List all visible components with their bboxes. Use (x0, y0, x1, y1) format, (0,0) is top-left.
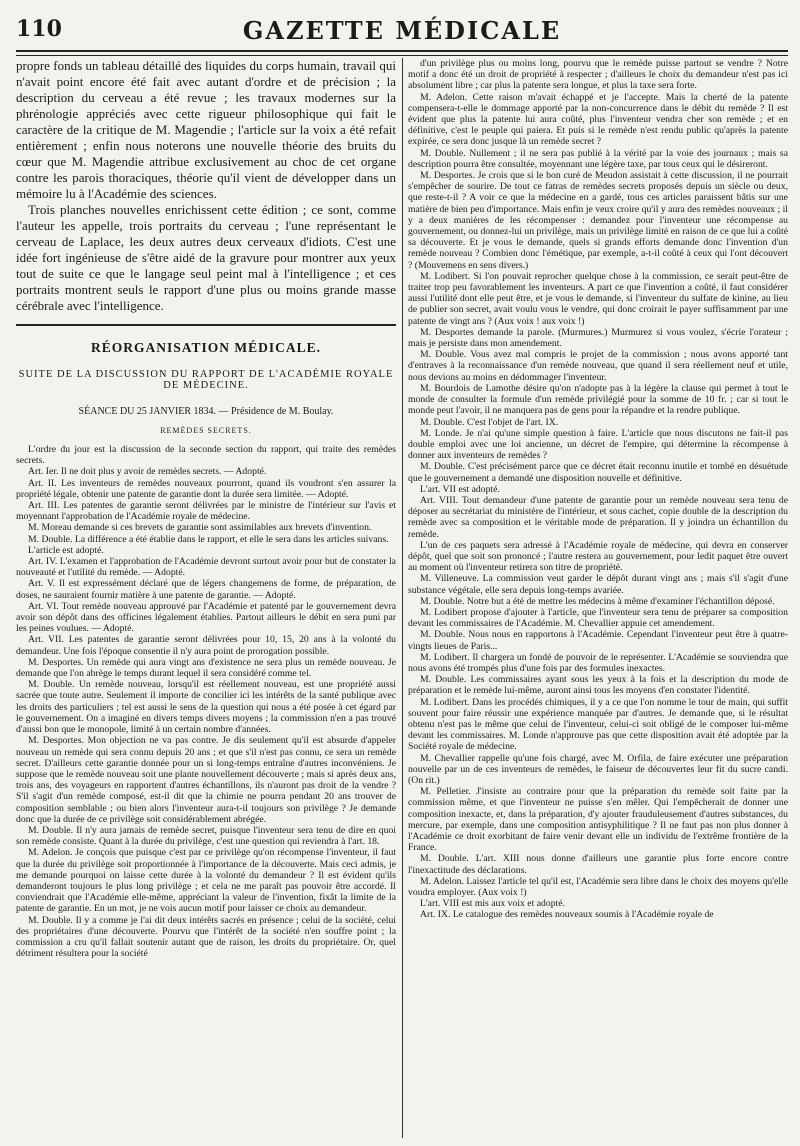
debate-paragraph: M. Moreau demande si ces brevets de garantie sont assimilables aux brevets d'invention. (28, 522, 372, 534)
debate-paragraph: M. Londe. Je n'ai qu'une simple question à faire. L'article que nous discutons ne fait-il pas double emploi avec une loi ancienne, un décret de l'empire, qui détermine la récompense à donner aux inventeurs de remèdes ? (408, 427, 788, 462)
debate-paragraph: Art. VI. Tout remède nouveau approuvé par l'Académie et patenté par le gouvernement devra avoir son dépôt dans des officines légalement établies. Partout ailleurs le débit en sera puni par les peines voulues. — Adopté. (16, 600, 396, 635)
debate-paragraph: Art. IX. Le catalogue des remèdes nouveaux soumis à l'Académie royale de (420, 909, 714, 921)
left-column (16, 58, 396, 1138)
debate-paragraph: L'ordre du jour est la discussion de la seconde section du rapport, qui traite des remèdes secrets. (16, 444, 396, 467)
debate-paragraph: M. Lodibert. Si l'on pouvait reprocher quelque chose à la commission, ce serait peut-être de traiter trop peu favorablement les inventeurs. A part ce que l'invention a coûté, il faut considérer aussi l'utilité dont elle peut être, et je vous le demande, si l'inventeur du sulfate de kinine, au lieu de publier son secret, avait voulu vous le vendre, qui donc croirait le payer suffisamment par une patente de vingt ans ? (Aux voix ! aux voix !) (408, 270, 788, 327)
debate-paragraph: L'art. VIII est mis aux voix et adopté. (420, 898, 565, 910)
debate-paragraph: M. Double. La différence a été établie dans le rapport, et elle le sera dans les articles suivans. (28, 533, 389, 545)
debate-paragraph: M. Lodibert. Il chargera un fondé de pouvoir de le représenter. L'Académie se souviendra que nous avons été trompés plus d'une fois par des formules inexactes. (408, 651, 788, 674)
debate-paragraph: M. Double. Il y a comme je l'ai dit deux intérêts sacrés en présence ; celui de la société, celui des propriétaires d'une découverte. Pourvu que l'intérêt de la société n'en souffre point ; la commission a cru qu'il fallait soutenir autant que de raison, les droits du propriétaire. Or, quel détriment résultera pour la société (16, 914, 396, 960)
debate-paragraph: M. Pelletier. J'insiste au contraire pour que la préparation du remède soit faite par la commission même, et que l'inventeur ne puisse s'en mêler. Qui l'empêcherait de donner une composition inexacte, et, dans la préparation, d'y ajouter frauduleusement d'autres substances, du mercure, par exemple, dans une composition antisyphilitique ? Il ne faut pas non plus donner à l'Académie ce droit exorbitant de faire venir devant elle un individu de l'extrême frontière de la France. (408, 786, 788, 854)
debate-paragraph: M. Bourdois de Lamothe désire qu'on n'adopte pas à la légère la clause qui permet à tout le monde de consulter la formule d'un remède privilégié pour la somme de 10 fr. ; car si tout le monde peut l'avoir, il ne manquera pas de gens pour la répandre et la rendre publique. (408, 382, 788, 417)
debate-paragraph: Art. IV. L'examen et l'approbation de l'Académie devront surtout avoir pour but de constater la nouveauté et l'utilité du remède. — Adopté. (16, 556, 396, 579)
debate-paragraph: Art. Ier. Il ne doit plus y avoir de remèdes secrets. — Adopté. (28, 466, 267, 478)
debate-paragraph: M. Adelon. Je conçois que puisque c'est par ce privilège qu'on récompense l'inventeur, il faut que la durée du privilège soit proportionnée à l'importance de la découverte. Mais ceci admis, je me demande pourquoi on laisse cette durée à la volonté du demandeur ? Il est évident qu'ils demanderont toujours le plus long privilège ; et cela ne me paraît pas pouvoir être accordé. Il conviendrait que l'Académie elle-même, appréciant la valeur de l'invention, fixât la limite de la patente de garantie. En un mot, je ne vois aucun motif pour laisser ce choix au demandeur. (16, 847, 396, 915)
intro-paragraph: propre fonds un tableau détaillé des liquides du corps humain, travail qui n'avait point encore été fait avec autant d'ordre et de précision ; la description du cerveau a été revue ; les travaux modernes sur la phrénologie appréciés avec cette rigueur philosophique qui fait le caractère de la critique de M. Magendie ; l'article sur la voix a été refait entièrement ; enfin nous noterons une nouvelle théorie des bruits du cœur que M. Magendie attribue exclusivement au choc de cet organe contre les parois thoraciques, théorie qu'il vient de développer dans un mémoire lu à l'Académie des sciences. (16, 58, 396, 201)
debate-paragraph: M. Double. C'est l'objet de l'art. IX. (420, 416, 559, 428)
debate-paragraph: Art. III. Les patentes de garantie seront délivrées par le ministre de l'intérieur sur l'avis et moyennant l'approbation de l'Académie royale de médecine. (16, 500, 396, 523)
seance-line: SÉANCE DU 25 JANVIER 1834. — Présidence de M. Boulay. (78, 405, 334, 417)
debate-paragraph: Art. V. Il est expressément déclaré que de légers changemens de forme, de préparation, de doses, ne sauraient fournir matière à une patente de garantie. — Adopté. (16, 578, 396, 601)
debate-paragraph: M. Double. Les commissaires ayant sous les yeux à la fois et la description du mode de préparation et le remède lui-même, auront ainsi tous les moyens d'en constater l'identité. (408, 674, 788, 697)
debate-paragraph: M. Desportes. Mon objection ne va pas contre. Je dis seulement qu'il est absurde d'appeler nouveau un remède qui sera connu depuis 20 ans ; et que s'il n'est pas connu, ce sera un remède secret. D'ailleurs cette garantie donnée pour un si long-temps entraîne d'autres inconvéniens. Je suppose que le remède nouveau soit une plante nouvellement découverte ; mais si après deux ans, trois ans, des voyageurs en rapportent d'autres échantillons, ils n'auront pas droit de la vendre ? S'il s'agit d'un remède composé, est-il dit que la chimie ne pourra pendant 20 ans trouver de composition semblable ; ou bien alors l'inventeur aura-t-il toujours son privilège ? Je demande donc que la durée de ce privilège soit considérablement abrégée. (16, 735, 396, 825)
left-body (16, 444, 396, 959)
debate-paragraph: L'article est adopté. (28, 544, 104, 556)
section-subtitle: SUITE DE LA DISCUSSION DU RAPPORT DE L'ACADÉMIE ROYALE DE MÉDECINE. (18, 369, 394, 392)
debate-paragraph: M. Chevallier rappelle qu'une fois chargé, avec M. Orfila, de faire exécuter une préparation nouvelle par un de ces inventeurs de remèdes, le faiseur de découvertes leur fit du sucre candi. (On rit.) (408, 752, 788, 786)
debate-paragraph: d'un privilège plus ou moins long, pourvu que le remède puisse partout se vendre ? Notre motif a donc été un droit de propriété à respecter ; d'ailleurs le choix du demandeur n'est pas ici absolument libre ; car plus la patente sera longue, et plus la taxe sera forte. (408, 58, 788, 92)
page-number: 110 (16, 16, 62, 42)
debate-paragraph: M. Adelon. Cette raison m'avait échappé et je l'accepte. Mais la cherté de la patente compensera-t-elle le dommage apporté par la non-concurrence dans le débit du remède ? Il est évident que plus la patente lui aura coûté, plus l'inventeur vendra cher son remède ; et en définitive, c'est le peuple qui paiera. Et puis si le remède n'est rendu public qu'après la patente expirée, ce sera donc jusque là un remède secret ? (408, 91, 788, 148)
debate-paragraph: M. Lodibert. Dans les procédés chimiques, il y a ce que l'on nomme le tour de main, qui suffit souvent pour faire réussir une expérience manquée par d'autres. Je demande que, si le résultat obtenu n'est pas le même que celui de l'inventeur, celui-ci soit obligé de le composer lui-même devant les commissaires. M. Londe n'approuve pas que cette disposition avait été adoptée par la Société royale de médecine. (408, 696, 788, 753)
debate-paragraph: M. Double. Vous avez mal compris le projet de la commission ; nous avons apporté tant d'entraves à la reconnaissance d'un remède nouveau, que quand il sera réellement neuf et utile, nous devions au moins en dédommager l'inventeur. (408, 349, 788, 383)
intro-paragraph: Trois planches nouvelles enrichissent cette édition ; ce sont, comme l'auteur les appelle, trois portraits du cerveau ; l'une représentant le cerveau de Laplace, les deux autres deux cerveaux d'idiots. C'est une idée fort ingénieuse de s'être aidé de la gravure pour montrer aux yeux tout de suite ce que le langage seul peint mal à l'intelligence ; et ces portraits montrent seuls le rapport d'une plus ou moins grande masse cérébrale avec l'intelligence. (16, 202, 396, 313)
section-divider (16, 324, 396, 326)
right-body (408, 58, 788, 921)
debate-paragraph: M. Desportes. Je crois que si le bon curé de Meudon assistait à cette discussion, il ne pourrait s'empêcher de sourire. De tout ce fatras de remèdes secrets proposés depuis un siècle ou deux, que reste-t-il ? A voir ce que la médecine en a gardé, tous ces articles paraissent bâtis sur une matière de bien peu d'importance. Mais enfin je veux croire qu'il y aura des remèdes nouveaux ; il y a deux manières de les récompenser : demandez pour l'inventeur une récompense au gouvernement, ou donnez-lui un privilège, mais un privilège limité en raison de ce que lui a coûté sa découverte. Et je vous le demande, quels si grands efforts demande donc l'invention d'un remède nouveau ? Combien donc l'émétique, par exemple, a-t-il coûté à ceux qui l'ont découvert ? (Mouvemens en sens divers.) (408, 170, 788, 271)
debate-paragraph: M. Desportes. Un remède qui aura vingt ans d'existence ne sera plus un remède nouveau. Je demande que l'on abrège le temps durant lequel il sera considéré comme tel. (16, 656, 396, 680)
text-columns (16, 58, 788, 1138)
column-rule (402, 58, 403, 1138)
debate-paragraph: M. Lodibert propose d'ajouter à l'article, que l'inventeur sera tenu de préparer sa composition devant les commissaires de l'Académie. M. Chevallier appuie cet amendement. (408, 606, 788, 630)
debate-paragraph: Art. VIII. Tout demandeur d'une patente de garantie pour un remède nouveau sera tenu de déposer au secrétariat du ministère de l'intérieur, et sous cachet, copie double de la description du remède avec sa composition et le véritable mode de préparation. Il y joindra un échantillon du remède. (408, 494, 788, 540)
debate-paragraph: M. Double. Nullement ; il ne sera pas publié à la vérité par la voie des journaux ; mais sa description pourra être consultée, moyennant une légère taxe, par tous ceux qui le désireront. (408, 147, 788, 170)
debate-paragraph: M. Double. C'est précisément parce que ce décret était reconnu inutile et tombé en désuétude que le gouvernement a demandé une disposition nouvelle et définitive. (408, 461, 788, 484)
section-heading: REMÈDES SECRETS. (160, 425, 252, 435)
debate-paragraph: M. Double. L'art. XIII nous donne d'ailleurs une garantie plus forte encore contre l'inexactitude des déclarations. (408, 853, 788, 876)
journal-title: GAZETTE MÉDICALE (242, 16, 562, 45)
journal-page (16, 10, 788, 1138)
debate-paragraph: L'un de ces paquets sera adressé à l'Académie royale de médecine, qui devra en conserver dépôt, quel que soit son prononcé ; l'autre restera au gouvernement, pour ledit paquet être ouvert au moment où l'inventeur retirera son titre de propriété. (408, 539, 788, 574)
debate-paragraph: L'art. VII est adopté. (420, 483, 500, 495)
debate-paragraph: M. Double. Un remède nouveau, lorsqu'il est réellement nouveau, est une propriété aussi sacrée que toute autre. Seulement il importe de concilier ici les intérêts de la santé publique avec les droits des particuliers ; tel est aussi le sens de la question qui nous a été posée à cet égard par le gouvernement. On a imaginé en divers temps divers moyens ; la commission n'en a pas trouvé d'aussi bon que le monopole, limité à un certain nombre d'années. (16, 679, 396, 736)
debate-paragraph: Art. VII. Les patentes de garantie seront délivrées pour 10, 15, 20 ans à la volonté du demandeur. Une fois l'époque consentie il n'y aura point de prorogation possible. (16, 634, 396, 657)
right-column (408, 58, 788, 1138)
debate-paragraph: M. Double. Il n'y aura jamais de remède secret, puisque l'inventeur sera tenu de dire en quoi son remède consiste. Quant à la durée du privilège, c'est une question qui reviendra à l'art. 18. (16, 824, 396, 848)
debate-paragraph: M. Desportes demande la parole. (Murmures.) Murmurez si vous voulez, s'écrie l'orateur ; mais je persiste dans mon amendement. (408, 326, 788, 350)
section-title: RÉORGANISATION MÉDICALE. (90, 340, 322, 355)
debate-paragraph: M. Double. Nous nous en rapportons à l'Académie. Cependant l'inventeur peut être à quatre-vingts lieues de Paris... (408, 629, 788, 652)
page-header (16, 10, 788, 50)
debate-paragraph: M. Double. Notre but a été de mettre les médecins à même d'examiner l'échantillon déposé. (420, 595, 775, 607)
debate-paragraph: M. Adelon. Laissez l'article tel qu'il est, l'Académie sera libre dans le choix des moyens qu'elle voudra employer. (Aux voix !) (408, 875, 788, 899)
header-rule (16, 50, 788, 56)
debate-paragraph: Art. II. Les inventeurs de remèdes nouveaux pourront, quand ils voudront s'en assurer la propriété légale, obtenir une patente de garantie dont la durée sera limitée. — Adopté. (16, 477, 396, 500)
debate-paragraph: M. Villeneuve. La commission veut garder le dépôt durant vingt ans ; mais s'il s'agit d'une substance végétale, elle sera depuis long-temps avariée. (408, 573, 788, 596)
